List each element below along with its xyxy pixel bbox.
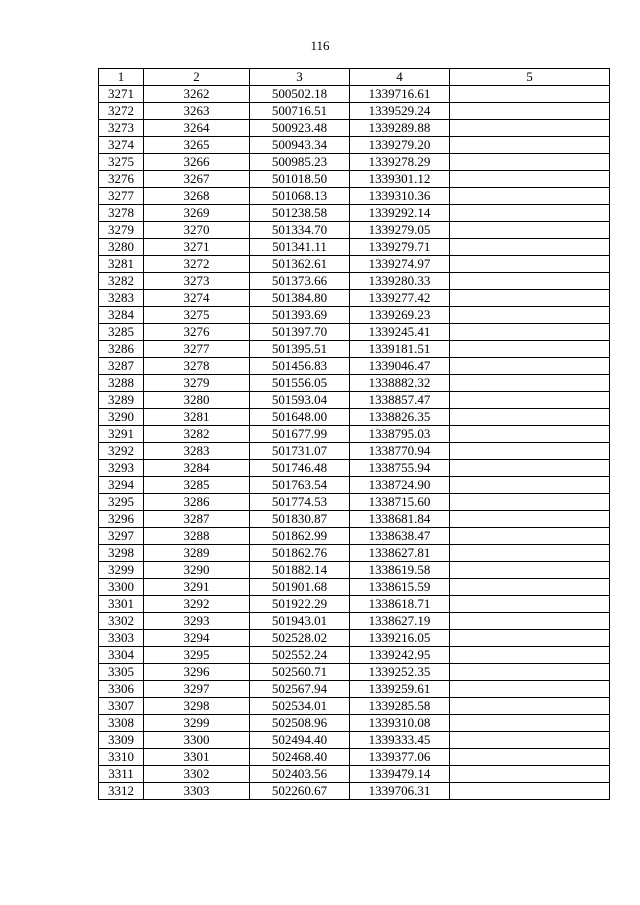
y-coordinate-cell: 1339377.06 — [350, 749, 450, 766]
point-number-cell: 3306 — [99, 681, 144, 698]
source-number-cell: 3262 — [144, 86, 250, 103]
table-row — [99, 256, 610, 273]
table-row — [99, 460, 610, 477]
page-number: 116 — [310, 38, 330, 53]
note-cell — [450, 375, 610, 392]
x-coordinate-cell: 502468.40 — [250, 749, 350, 766]
source-number-cell: 3290 — [144, 562, 250, 579]
source-number-cell: 3288 — [144, 528, 250, 545]
point-number-cell: 3280 — [99, 239, 144, 256]
y-coordinate-cell: 1339280.33 — [350, 273, 450, 290]
note-cell — [450, 477, 610, 494]
note-cell — [450, 358, 610, 375]
note-cell — [450, 460, 610, 477]
note-cell — [450, 647, 610, 664]
point-number-cell: 3294 — [99, 477, 144, 494]
y-coordinate-cell: 1339279.05 — [350, 222, 450, 239]
point-number-cell: 3296 — [99, 511, 144, 528]
point-number-cell: 3283 — [99, 290, 144, 307]
x-coordinate-cell: 501018.50 — [250, 171, 350, 188]
table-header — [99, 69, 610, 86]
source-number-cell: 3270 — [144, 222, 250, 239]
x-coordinate-cell: 502528.02 — [250, 630, 350, 647]
x-coordinate-cell: 502552.24 — [250, 647, 350, 664]
note-cell — [450, 596, 610, 613]
note-cell — [450, 732, 610, 749]
source-number-cell: 3279 — [144, 375, 250, 392]
point-number-cell: 3290 — [99, 409, 144, 426]
note-cell — [450, 154, 610, 171]
source-number-cell: 3278 — [144, 358, 250, 375]
note-cell — [450, 545, 610, 562]
table-row — [99, 477, 610, 494]
note-cell — [450, 256, 610, 273]
note-cell — [450, 664, 610, 681]
y-coordinate-cell: 1338619.58 — [350, 562, 450, 579]
note-cell — [450, 205, 610, 222]
column-header-2: 2 — [144, 69, 250, 86]
x-coordinate-cell: 501373.66 — [250, 273, 350, 290]
table-row — [99, 358, 610, 375]
table-row — [99, 698, 610, 715]
y-coordinate-cell: 1338715.60 — [350, 494, 450, 511]
point-number-cell: 3304 — [99, 647, 144, 664]
table-row — [99, 494, 610, 511]
point-number-cell: 3311 — [99, 766, 144, 783]
source-number-cell: 3264 — [144, 120, 250, 137]
source-number-cell: 3273 — [144, 273, 250, 290]
source-number-cell: 3302 — [144, 766, 250, 783]
y-coordinate-cell: 1339274.97 — [350, 256, 450, 273]
source-number-cell: 3283 — [144, 443, 250, 460]
note-cell — [450, 171, 610, 188]
source-number-cell: 3266 — [144, 154, 250, 171]
note-cell — [450, 511, 610, 528]
x-coordinate-cell: 501395.51 — [250, 341, 350, 358]
note-cell — [450, 783, 610, 800]
y-coordinate-cell: 1339529.24 — [350, 103, 450, 120]
x-coordinate-cell: 501901.68 — [250, 579, 350, 596]
source-number-cell: 3287 — [144, 511, 250, 528]
source-number-cell: 3292 — [144, 596, 250, 613]
table-row — [99, 307, 610, 324]
y-coordinate-cell: 1339301.12 — [350, 171, 450, 188]
table-row — [99, 511, 610, 528]
x-coordinate-cell: 502260.67 — [250, 783, 350, 800]
y-coordinate-cell: 1339292.14 — [350, 205, 450, 222]
x-coordinate-cell: 501774.53 — [250, 494, 350, 511]
x-coordinate-cell: 500985.23 — [250, 154, 350, 171]
note-cell — [450, 290, 610, 307]
x-coordinate-cell: 501830.87 — [250, 511, 350, 528]
source-number-cell: 3277 — [144, 341, 250, 358]
point-number-cell: 3299 — [99, 562, 144, 579]
note-cell — [450, 494, 610, 511]
table-row — [99, 766, 610, 783]
table-row — [99, 375, 610, 392]
note-cell — [450, 409, 610, 426]
y-coordinate-cell: 1339216.05 — [350, 630, 450, 647]
source-number-cell: 3297 — [144, 681, 250, 698]
y-coordinate-cell: 1338627.81 — [350, 545, 450, 562]
x-coordinate-cell: 502508.96 — [250, 715, 350, 732]
x-coordinate-cell: 501862.99 — [250, 528, 350, 545]
source-number-cell: 3265 — [144, 137, 250, 154]
note-cell — [450, 188, 610, 205]
x-coordinate-cell: 501068.13 — [250, 188, 350, 205]
table-body — [99, 86, 610, 800]
table-row — [99, 290, 610, 307]
table-row — [99, 137, 610, 154]
note-cell — [450, 562, 610, 579]
source-number-cell: 3269 — [144, 205, 250, 222]
table-row — [99, 409, 610, 426]
point-number-cell: 3297 — [99, 528, 144, 545]
y-coordinate-cell: 1338826.35 — [350, 409, 450, 426]
table-row — [99, 443, 610, 460]
note-cell — [450, 579, 610, 596]
point-number-cell: 3288 — [99, 375, 144, 392]
table-row — [99, 613, 610, 630]
x-coordinate-cell: 501362.61 — [250, 256, 350, 273]
x-coordinate-cell: 501746.48 — [250, 460, 350, 477]
point-number-cell: 3308 — [99, 715, 144, 732]
table-row — [99, 205, 610, 222]
y-coordinate-cell: 1339310.36 — [350, 188, 450, 205]
x-coordinate-cell: 501763.54 — [250, 477, 350, 494]
x-coordinate-cell: 500923.48 — [250, 120, 350, 137]
x-coordinate-cell: 502567.94 — [250, 681, 350, 698]
note-cell — [450, 103, 610, 120]
point-number-cell: 3287 — [99, 358, 144, 375]
note-cell — [450, 273, 610, 290]
y-coordinate-cell: 1339716.61 — [350, 86, 450, 103]
table-row — [99, 732, 610, 749]
point-number-cell: 3281 — [99, 256, 144, 273]
header-row — [99, 69, 610, 86]
source-number-cell: 3271 — [144, 239, 250, 256]
table-row — [99, 392, 610, 409]
source-number-cell: 3281 — [144, 409, 250, 426]
table-row — [99, 664, 610, 681]
table-row — [99, 86, 610, 103]
y-coordinate-cell: 1339333.45 — [350, 732, 450, 749]
source-number-cell: 3285 — [144, 477, 250, 494]
y-coordinate-cell: 1338618.71 — [350, 596, 450, 613]
source-number-cell: 3296 — [144, 664, 250, 681]
x-coordinate-cell: 501677.99 — [250, 426, 350, 443]
y-coordinate-cell: 1338681.84 — [350, 511, 450, 528]
source-number-cell: 3274 — [144, 290, 250, 307]
source-number-cell: 3291 — [144, 579, 250, 596]
point-number-cell: 3273 — [99, 120, 144, 137]
point-number-cell: 3286 — [99, 341, 144, 358]
point-number-cell: 3277 — [99, 188, 144, 205]
y-coordinate-cell: 1339279.20 — [350, 137, 450, 154]
x-coordinate-cell: 501397.70 — [250, 324, 350, 341]
x-coordinate-cell: 501556.05 — [250, 375, 350, 392]
note-cell — [450, 681, 610, 698]
point-number-cell: 3295 — [99, 494, 144, 511]
column-header-4: 4 — [350, 69, 450, 86]
table-row — [99, 324, 610, 341]
source-number-cell: 3272 — [144, 256, 250, 273]
x-coordinate-cell: 501593.04 — [250, 392, 350, 409]
note-cell — [450, 715, 610, 732]
note-cell — [450, 392, 610, 409]
table-row — [99, 103, 610, 120]
table-row — [99, 273, 610, 290]
y-coordinate-cell: 1339252.35 — [350, 664, 450, 681]
x-coordinate-cell: 501238.58 — [250, 205, 350, 222]
table-row — [99, 426, 610, 443]
point-number-cell: 3282 — [99, 273, 144, 290]
x-coordinate-cell: 501648.00 — [250, 409, 350, 426]
source-number-cell: 3286 — [144, 494, 250, 511]
note-cell — [450, 528, 610, 545]
y-coordinate-cell: 1338615.59 — [350, 579, 450, 596]
point-number-cell: 3274 — [99, 137, 144, 154]
y-coordinate-cell: 1338882.32 — [350, 375, 450, 392]
point-number-cell: 3278 — [99, 205, 144, 222]
column-header-5: 5 — [450, 69, 610, 86]
table-row — [99, 562, 610, 579]
point-number-cell: 3309 — [99, 732, 144, 749]
note-cell — [450, 341, 610, 358]
table-row — [99, 630, 610, 647]
point-number-cell: 3302 — [99, 613, 144, 630]
x-coordinate-cell: 502560.71 — [250, 664, 350, 681]
note-cell — [450, 137, 610, 154]
source-number-cell: 3282 — [144, 426, 250, 443]
table-row — [99, 528, 610, 545]
y-coordinate-cell: 1339479.14 — [350, 766, 450, 783]
point-number-cell: 3275 — [99, 154, 144, 171]
column-header-1: 1 — [99, 69, 144, 86]
column-header-3: 3 — [250, 69, 350, 86]
x-coordinate-cell: 501882.14 — [250, 562, 350, 579]
source-number-cell: 3267 — [144, 171, 250, 188]
x-coordinate-cell: 501393.69 — [250, 307, 350, 324]
y-coordinate-cell: 1339269.23 — [350, 307, 450, 324]
point-number-cell: 3279 — [99, 222, 144, 239]
x-coordinate-cell: 501943.01 — [250, 613, 350, 630]
x-coordinate-cell: 501341.11 — [250, 239, 350, 256]
source-number-cell: 3303 — [144, 783, 250, 800]
point-number-cell: 3289 — [99, 392, 144, 409]
table-row — [99, 341, 610, 358]
y-coordinate-cell: 1338724.90 — [350, 477, 450, 494]
table-row — [99, 681, 610, 698]
source-number-cell: 3284 — [144, 460, 250, 477]
y-coordinate-cell: 1339706.31 — [350, 783, 450, 800]
table-row — [99, 171, 610, 188]
point-number-cell: 3310 — [99, 749, 144, 766]
source-number-cell: 3263 — [144, 103, 250, 120]
source-number-cell: 3293 — [144, 613, 250, 630]
table-row — [99, 545, 610, 562]
y-coordinate-cell: 1339285.58 — [350, 698, 450, 715]
x-coordinate-cell: 502494.40 — [250, 732, 350, 749]
table-row — [99, 154, 610, 171]
source-number-cell: 3289 — [144, 545, 250, 562]
y-coordinate-cell: 1339279.71 — [350, 239, 450, 256]
table-row — [99, 239, 610, 256]
point-number-cell: 3292 — [99, 443, 144, 460]
note-cell — [450, 630, 610, 647]
point-number-cell: 3307 — [99, 698, 144, 715]
point-number-cell: 3284 — [99, 307, 144, 324]
table-row — [99, 596, 610, 613]
note-cell — [450, 698, 610, 715]
note-cell — [450, 324, 610, 341]
y-coordinate-cell: 1339245.41 — [350, 324, 450, 341]
point-number-cell: 3271 — [99, 86, 144, 103]
point-number-cell: 3301 — [99, 596, 144, 613]
point-number-cell: 3312 — [99, 783, 144, 800]
source-number-cell: 3295 — [144, 647, 250, 664]
table-row — [99, 715, 610, 732]
y-coordinate-cell: 1338857.47 — [350, 392, 450, 409]
note-cell — [450, 443, 610, 460]
y-coordinate-cell: 1339242.95 — [350, 647, 450, 664]
coordinates-table — [98, 68, 610, 800]
x-coordinate-cell: 501731.07 — [250, 443, 350, 460]
source-number-cell: 3299 — [144, 715, 250, 732]
x-coordinate-cell: 501334.70 — [250, 222, 350, 239]
x-coordinate-cell: 501456.83 — [250, 358, 350, 375]
y-coordinate-cell: 1338627.19 — [350, 613, 450, 630]
note-cell — [450, 426, 610, 443]
point-number-cell: 3305 — [99, 664, 144, 681]
note-cell — [450, 86, 610, 103]
point-number-cell: 3300 — [99, 579, 144, 596]
table-row — [99, 647, 610, 664]
y-coordinate-cell: 1338755.94 — [350, 460, 450, 477]
y-coordinate-cell: 1339259.61 — [350, 681, 450, 698]
note-cell — [450, 613, 610, 630]
x-coordinate-cell: 501862.76 — [250, 545, 350, 562]
note-cell — [450, 222, 610, 239]
point-number-cell: 3291 — [99, 426, 144, 443]
source-number-cell: 3298 — [144, 698, 250, 715]
point-number-cell: 3272 — [99, 103, 144, 120]
point-number-cell: 3303 — [99, 630, 144, 647]
point-number-cell: 3298 — [99, 545, 144, 562]
y-coordinate-cell: 1338795.03 — [350, 426, 450, 443]
source-number-cell: 3294 — [144, 630, 250, 647]
point-number-cell: 3276 — [99, 171, 144, 188]
x-coordinate-cell: 500502.18 — [250, 86, 350, 103]
y-coordinate-cell: 1338770.94 — [350, 443, 450, 460]
x-coordinate-cell: 500943.34 — [250, 137, 350, 154]
point-number-cell: 3293 — [99, 460, 144, 477]
table-row — [99, 783, 610, 800]
note-cell — [450, 239, 610, 256]
y-coordinate-cell: 1339046.47 — [350, 358, 450, 375]
x-coordinate-cell: 501384.80 — [250, 290, 350, 307]
x-coordinate-cell: 501922.29 — [250, 596, 350, 613]
y-coordinate-cell: 1338638.47 — [350, 528, 450, 545]
source-number-cell: 3280 — [144, 392, 250, 409]
source-number-cell: 3268 — [144, 188, 250, 205]
table-row — [99, 222, 610, 239]
y-coordinate-cell: 1339181.51 — [350, 341, 450, 358]
note-cell — [450, 120, 610, 137]
point-number-cell: 3285 — [99, 324, 144, 341]
table-row — [99, 579, 610, 596]
x-coordinate-cell: 502403.56 — [250, 766, 350, 783]
table-row — [99, 120, 610, 137]
x-coordinate-cell: 500716.51 — [250, 103, 350, 120]
source-number-cell: 3300 — [144, 732, 250, 749]
table-row — [99, 749, 610, 766]
note-cell — [450, 766, 610, 783]
source-number-cell: 3275 — [144, 307, 250, 324]
y-coordinate-cell: 1339278.29 — [350, 154, 450, 171]
note-cell — [450, 307, 610, 324]
x-coordinate-cell: 502534.01 — [250, 698, 350, 715]
y-coordinate-cell: 1339289.88 — [350, 120, 450, 137]
note-cell — [450, 749, 610, 766]
y-coordinate-cell: 1339277.42 — [350, 290, 450, 307]
table-row — [99, 188, 610, 205]
source-number-cell: 3276 — [144, 324, 250, 341]
y-coordinate-cell: 1339310.08 — [350, 715, 450, 732]
source-number-cell: 3301 — [144, 749, 250, 766]
